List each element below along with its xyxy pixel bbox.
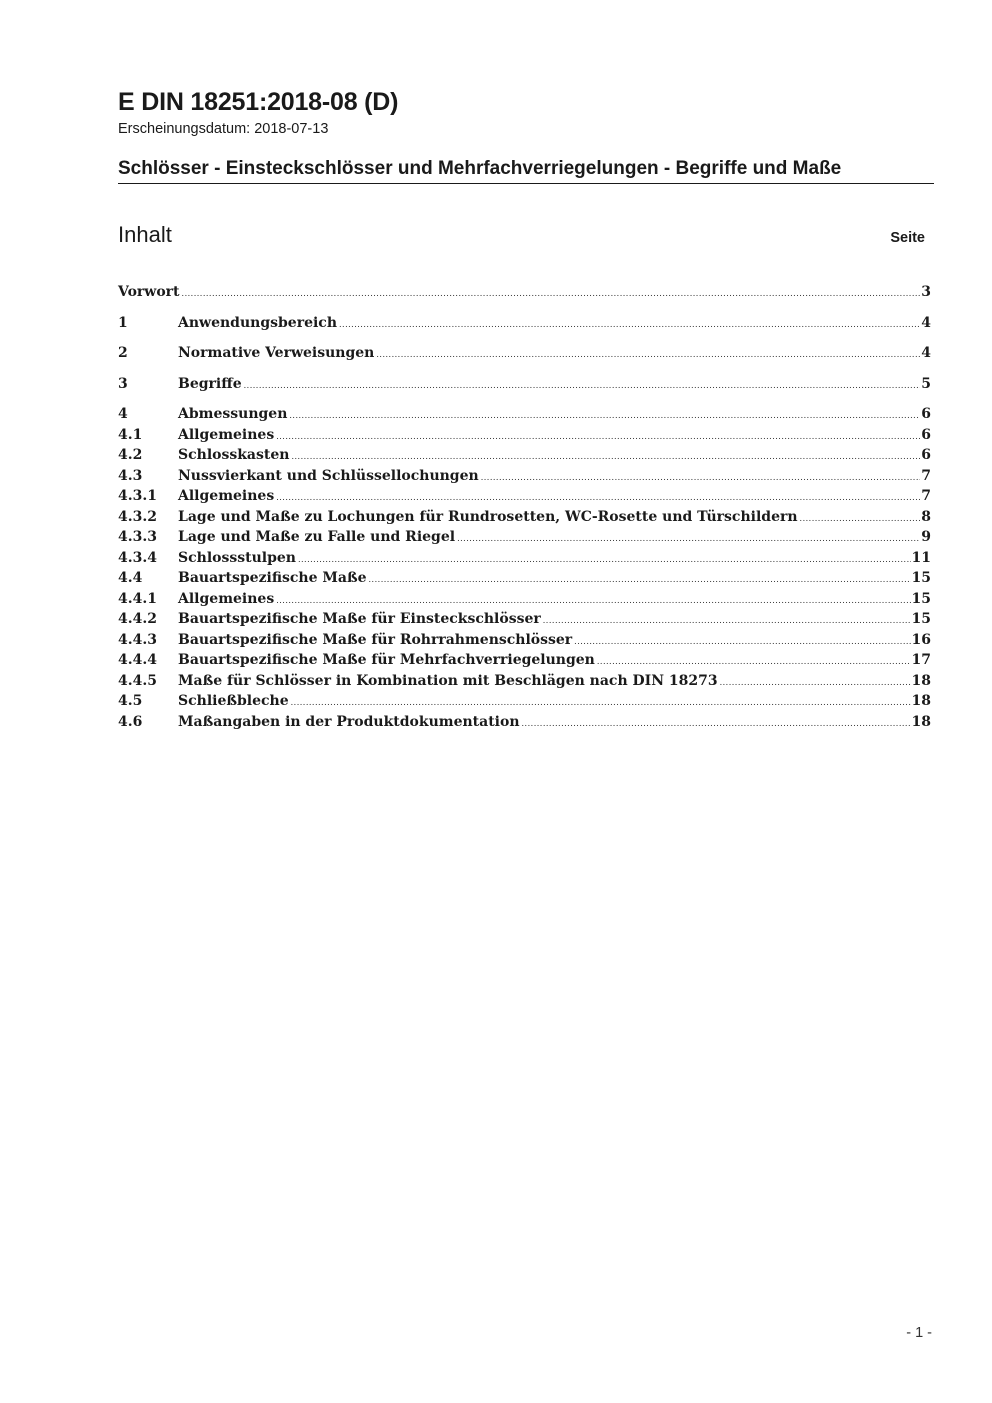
- toc-entry[interactable]: [118, 527, 931, 548]
- toc-entry-title: Lage und Maße zu Falle und Riegel: [178, 529, 456, 545]
- toc-entry-page: 6: [921, 447, 931, 463]
- toc-entry[interactable]: [118, 445, 931, 466]
- toc-entry-page: 9: [921, 529, 931, 545]
- toc-entry[interactable]: [118, 425, 931, 446]
- toc-entry-number: 2: [118, 345, 128, 361]
- toc-entry-title: Bauartspezifische Maße für Rohrrahmenschlösser: [178, 631, 573, 648]
- toc-leader-dots: [457, 529, 920, 550]
- toc-entry-page: 4: [921, 345, 931, 361]
- toc-entry-number: 4.3.2: [118, 508, 157, 525]
- toc-entry-number: 4.6: [118, 713, 143, 730]
- toc-entry-page: 4: [921, 314, 931, 331]
- toc-entry-title: Normative Verweisungen: [178, 345, 375, 361]
- toc-entry-page: 18: [911, 693, 931, 709]
- toc-entry-title: Nussvierkant und Schlüssellochungen: [178, 467, 479, 484]
- toc-entry-number: 4.4.1: [118, 590, 157, 607]
- toc-entry[interactable]: [118, 466, 931, 487]
- toc-entry-title: Anwendungsbereich: [178, 314, 337, 331]
- toc-entry-title: Allgemeines: [178, 426, 275, 443]
- toc-entry-title: Bauartspezifische Maße: [178, 570, 367, 586]
- toc-entry-number: 4.4.5: [118, 672, 157, 689]
- page-number: - 1 -: [906, 1325, 932, 1341]
- toc-entry-page: 11: [911, 549, 931, 566]
- toc-entry-number: 4.4.4: [118, 652, 157, 668]
- toc-entry-title: Abmessungen: [178, 406, 288, 422]
- toc-entry[interactable]: [118, 374, 931, 395]
- toc-entry[interactable]: [118, 650, 931, 671]
- toc-leader-dots: [376, 345, 920, 366]
- toc-entry-number: 3: [118, 375, 128, 392]
- table-of-contents: [118, 282, 931, 732]
- toc-entry-number: 4.1: [118, 426, 143, 443]
- toc-entry[interactable]: [118, 609, 931, 630]
- toc-leader-dots: [481, 468, 921, 489]
- toc-entry-number: 4.4.3: [118, 631, 157, 648]
- toc-entry-page: 8: [921, 508, 931, 525]
- toc-entry-title: Allgemeines: [178, 590, 275, 607]
- toc-entry[interactable]: [118, 568, 931, 589]
- toc-entry-number: 4.5: [118, 693, 143, 709]
- toc-entry-page: 15: [911, 611, 931, 627]
- toc-page-column-label: Seite: [890, 230, 925, 246]
- toc-entry-number: 4.3.4: [118, 549, 157, 566]
- toc-entry-page: 7: [921, 488, 931, 504]
- toc-entry-title: Lage und Maße zu Lochungen für Rundrosetten, WC-Rosette und Türschildern: [178, 508, 798, 525]
- toc-leader-dots: [574, 632, 910, 653]
- toc-entry-page: 17: [911, 652, 931, 668]
- toc-leader-dots: [800, 509, 921, 530]
- publication-date: Erscheinungsdatum: 2018-07-13: [118, 121, 329, 137]
- toc-entry-page: 7: [921, 467, 931, 484]
- toc-entry-page: 3: [921, 284, 931, 300]
- toc-entry[interactable]: [118, 548, 931, 569]
- toc-entry-page: 6: [921, 426, 931, 443]
- toc-entry-title: Schlossstulpen: [178, 549, 296, 566]
- toc-entry-number: 4.4: [118, 570, 143, 586]
- toc-entry[interactable]: [118, 404, 931, 425]
- toc-entry-title: Bauartspezifische Maße für Mehrfachverriegelungen: [178, 652, 595, 668]
- toc-entry-title: Maße für Schlösser in Kombination mit Beschlägen nach DIN 18273: [178, 672, 718, 689]
- toc-entry-number: 4.3.3: [118, 529, 157, 545]
- toc-leader-dots: [522, 714, 911, 735]
- toc-leader-dots: [289, 406, 920, 427]
- toc-leader-dots: [291, 447, 920, 468]
- toc-entry-page: 6: [921, 406, 931, 422]
- toc-entry[interactable]: [118, 313, 931, 334]
- toc-leader-dots: [276, 427, 920, 448]
- toc-entry-title: Begriffe: [178, 375, 242, 392]
- document-id: E DIN 18251:2018-08 (D): [118, 88, 399, 116]
- toc-entry[interactable]: [118, 486, 931, 507]
- toc-leader-dots: [298, 550, 911, 571]
- toc-leader-dots: [276, 591, 910, 612]
- toc-entry-number: 4.4.2: [118, 611, 157, 627]
- toc-leader-dots: [244, 376, 921, 397]
- toc-entry-number: 1: [118, 314, 128, 331]
- toc-entry-title: Bauartspezifische Maße für Einsteckschlösser: [178, 611, 541, 627]
- toc-leader-dots: [291, 693, 911, 714]
- toc-entry[interactable]: [118, 671, 931, 692]
- toc-entry-page: 18: [911, 713, 931, 730]
- toc-entry-number: 4.3: [118, 467, 143, 484]
- toc-entry-title: Vorwort: [118, 284, 180, 300]
- toc-entry-page: 5: [921, 375, 931, 392]
- toc-entry-page: 15: [911, 570, 931, 586]
- toc-entry-number: 4.3.1: [118, 488, 157, 504]
- toc-leader-dots: [339, 315, 920, 336]
- toc-entry-page: 16: [911, 631, 931, 648]
- toc-entry[interactable]: [118, 282, 931, 303]
- toc-entry-page: 15: [911, 590, 931, 607]
- toc-entry-number: 4: [118, 406, 128, 422]
- toc-leader-dots: [276, 488, 920, 509]
- toc-entry-title: Schlosskasten: [178, 447, 290, 463]
- toc-entry-title: Schließbleche: [178, 693, 289, 709]
- toc-leader-dots: [720, 673, 911, 694]
- toc-leader-dots: [182, 284, 921, 305]
- toc-entry-number: 4.2: [118, 447, 143, 463]
- toc-entry[interactable]: [118, 691, 931, 712]
- toc-entry[interactable]: [118, 630, 931, 651]
- toc-heading: Inhalt: [118, 222, 172, 247]
- toc-leader-dots: [369, 570, 911, 591]
- toc-leader-dots: [543, 611, 911, 632]
- toc-entry-title: Allgemeines: [178, 488, 275, 504]
- subject-underline: [118, 183, 934, 184]
- toc-entry-page: 18: [911, 672, 931, 689]
- toc-entry[interactable]: [118, 343, 931, 364]
- document-subject: Schlösser - Einsteckschlösser und Mehrfachverriegelungen - Begriffe und Maße: [118, 158, 842, 179]
- toc-entry-title: Maßangaben in der Produktdokumentation: [178, 713, 520, 730]
- toc-entry[interactable]: [118, 712, 931, 733]
- toc-entry[interactable]: [118, 589, 931, 610]
- toc-entry[interactable]: [118, 507, 931, 528]
- toc-leader-dots: [597, 652, 911, 673]
